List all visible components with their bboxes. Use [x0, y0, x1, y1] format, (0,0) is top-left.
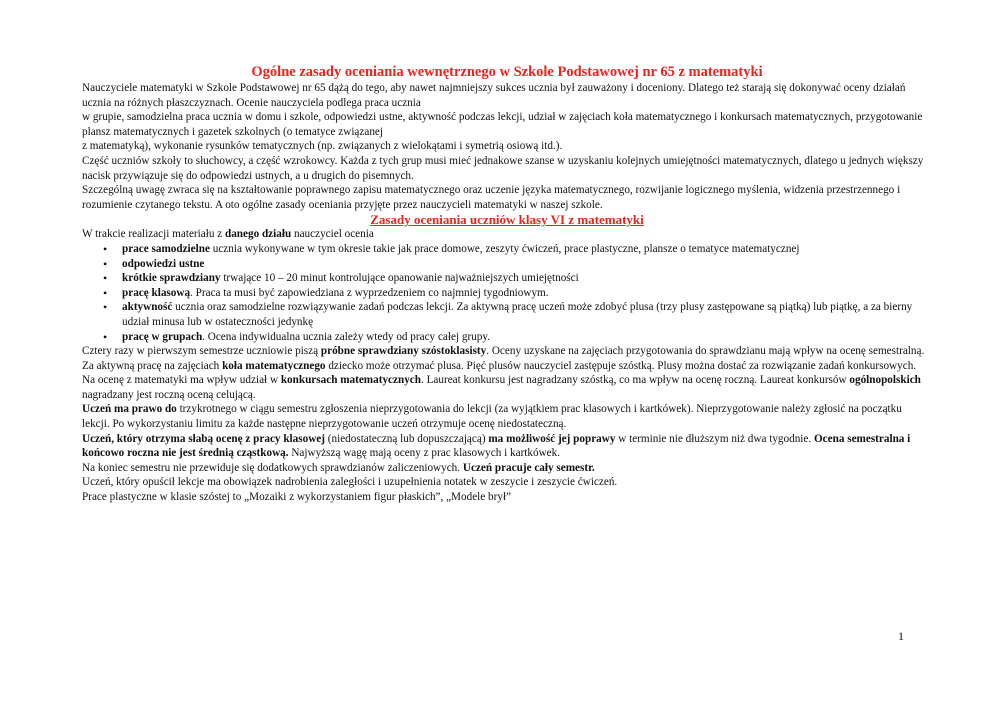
paragraph-nieprzygotowanie: Uczeń ma prawo do trzykrotnego w ciągu semestru zgłoszenia nieprzygotowania do lekcji (za wyjątkiem prac klasowych i kartkówek). Nieprzygotowanie należy zgłosić na początku lekcji. Po wykorzystaniu limitu za każde następne nieprzygotowanie uczeń otrzymuje ocenę niedostateczną. [82, 403, 902, 431]
intro-paragraph-1: Nauczyciele matematyki w Szkole Podstawowej nr 65 dążą do tego, aby nawet najmniejszy sukces ucznia był zauważony i doceniony. Dlatego też starają się dokonywać oceny działań ucznia na różnych płaszczyznach. Ocenie nauczyciela podlega praca ucznia [82, 82, 906, 109]
paragraph-poprawa: Uczeń, który otrzyma słabą ocenę z pracy klasowej (niedostateczną lub dopuszczającą) ma możliwość jej poprawy w terminie nie dłuższym niż dwa tygodnie. Ocena semestralna i końcowo roczna nie jest średnią cząstkową. Najwyższą wagę mają oceny z prac klasowych i kartkówek. [82, 432, 911, 460]
intro-paragraph-2: w grupie, samodzielna praca ucznia w domu i szkole, odpowiedzi ustne, aktywność podczas lekcji, udział w zajęciach koła matematycznego i konkursach matematycznych, przygotowanie plansz matematycznych i gazetek szkolnych (o tematyce związanej [82, 111, 923, 138]
list-intro: W trakcie realizacji materiału z danego działu nauczyciel ocenia [82, 228, 374, 241]
intro-paragraph-3: z matematyką), wykonanie rysunków tematycznych (np. związanych z wielokątami i symetrią osiową itd.). [82, 140, 563, 153]
paragraph-semestr: Na koniec semestru nie przewiduje się dodatkowych sprawdzianów zaliczeniowych. Uczeń pracuje cały semestr. [82, 461, 595, 474]
list-item: • odpowiedzi ustne [122, 257, 932, 272]
list-item: • pracę klasową. Praca ta musi być zapowiedziana z wyprzedzeniem co najmniej tygodniowym. [122, 286, 932, 301]
section-subtitle: Zasady oceniania uczniów klasy VI z matematyki [370, 212, 644, 228]
page-number: 1 [898, 629, 904, 643]
list-item: • aktywność ucznia oraz samodzielne rozwiązywanie zadań podczas lekcji. Za aktywną pracę uczeń może zdobyć plusa (trzy plusy zastępowane są piątką) lub piątkę, a za bierny udział minusa lub w ostateczności jedynkę [122, 300, 932, 329]
list-item: • prace samodzielne ucznia wykonywane w tym okresie takie jak prace domowe, zeszyty ćwiczeń, prace plastyczne, plansze o tematyce matematycznej [122, 242, 932, 257]
document-title: Ogólne zasady oceniania wewnętrznego w Szkole Podstawowej nr 65 z matematyki [251, 64, 763, 80]
intro-paragraph-5: Szczególną uwagę zwraca się na kształtowanie poprawnego zapisu matematycznego oraz uczenie języka matematycznego, rozwijanie logicznego myślenia, widzenia przestrzennego i rozumienie czytanego tekstu. A oto ogólne zasady oceniania przyjęte przez nauczycieli matematyki w naszej szkole. [82, 184, 901, 211]
paragraph-konkursy: Na ocenę z matematyki ma wpływ udział w konkursach matematycznych. Laureat konkursu jest nagradzany szóstką, co ma wpływ na ocenę roczną. Laureat konkursów ogólnopolskich nagradzany jest roczną oceną celującą. [82, 374, 921, 401]
paragraph-zaleglosci: Uczeń, który opuścił lekcje ma obowiązek nadrobienia zaległości i uzupełnienia notatek w zeszycie i zeszycie ćwiczeń. [82, 476, 618, 489]
paragraph-plastyczne: Prace plastyczne w klasie szóstej to „Mozaiki z wykorzystaniem figur płaskich”, „Modele brył” [82, 491, 512, 504]
list-item: • pracę w grupach. Ocena indywidualna ucznia zależy wtedy od pracy całej grupy. [122, 330, 932, 345]
list-item: • krótkie sprawdziany trwające 10 – 20 minut kontrolujące opanowanie najważniejszych umiejętności [122, 271, 932, 286]
assessment-list [82, 242, 932, 344]
document-page [82, 64, 932, 505]
paragraph-sprawdziany: Cztery razy w pierwszym semestrze uczniowie piszą próbne sprawdziany szóstoklasisty. Oceny uzyskane na zajęciach przygotowania do sprawdzianu mają wpływ na ocenę semestralną. Za aktywną pracę na zajęciach koła matematycznego dziecko może otrzymać plusa. Pięć plusów nauczyciel zastępuje szóstką. Plusy można dostać za rozwiązanie zadań konkursowych. [82, 345, 925, 372]
intro-paragraph-4: Część uczniów szkoły to słuchowcy, a część wzrokowcy. Każda z tych grup musi mieć jednakowe szanse w uzyskaniu kolejnych umiejętności matematycznych, dlatego u jednych większy nacisk przywiązuje się do odpowiedzi ustnych, a u drugich do pisemnych. [82, 154, 924, 182]
